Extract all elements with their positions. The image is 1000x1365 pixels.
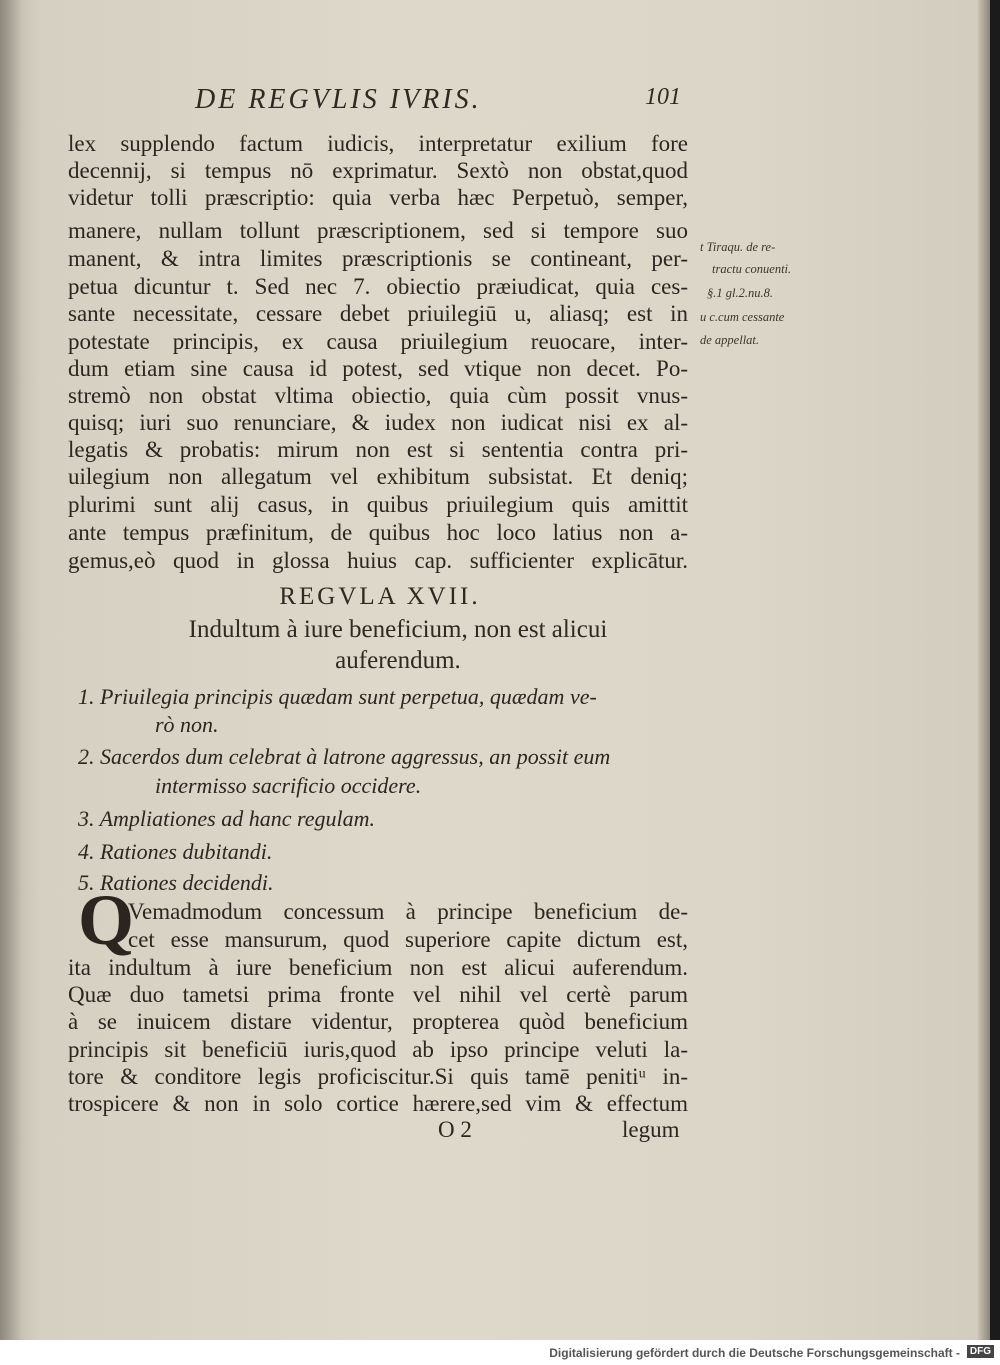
body-line: videtur tolli præscriptio: quia verba hæc Perpetuò, semper,	[68, 185, 688, 210]
rule-heading: REGVLA XVII.	[279, 583, 481, 610]
body-line: gemus,eò quod in glossa huius cap. sufficienter explicātur.	[68, 548, 688, 573]
body-line: Vemadmodum concessum à principe beneficium de-	[128, 899, 688, 924]
dfg-logo: DFG	[967, 1345, 994, 1358]
funding-text: Digitalisierung gefördert durch die Deutsche Forschungsgemeinschaft -	[549, 1346, 960, 1360]
body-line: uilegium non allegatum vel exhibitum subsistat. Et deniq;	[68, 464, 688, 489]
running-header: DE REGVLIS IVRIS.	[195, 84, 482, 115]
drop-cap: Q	[78, 880, 135, 960]
body-line: à se inuicem distare videntur, propterea quòd beneficium	[68, 1009, 688, 1034]
funding-banner	[0, 1340, 1000, 1365]
page-number: 101	[645, 84, 681, 110]
body-line: potestate principis, ex causa priuilegium reuocare, inter-	[68, 329, 688, 354]
body-line: quisq; iuri suo renunciare, & iudex non iudicat nisi ex al-	[68, 410, 688, 435]
catchword: legum	[622, 1117, 680, 1142]
body-line: ante tempus præfinitum, de quibus hoc loco latius non a-	[68, 520, 688, 545]
body-line: cet esse mansurum, quod superiore capite dictum est,	[128, 927, 688, 952]
summary-item: 4. Rationes dubitandi.	[78, 839, 273, 864]
body-line: lex supplendo factum iudicis, interpretatur exilium fore	[68, 131, 688, 156]
summary-item: 2. Sacerdos dum celebrat à latrone aggressus, an possit eum	[78, 744, 611, 769]
gutter-shadow	[0, 0, 22, 1340]
body-line: petua dicuntur t. Sed nec 7. obiectio præiudicat, quia ces-	[68, 274, 688, 299]
body-line: ita indultum à iure beneficium non est alicui auferendum.	[68, 955, 688, 980]
summary-item: 1. Priuilegia principis quædam sunt perpetua, quædam ve-	[78, 684, 597, 709]
summary-item: 5. Rationes decidendi.	[78, 870, 274, 895]
body-line: principis sit beneficiū iuris,quod ab ipso principe veluti la-	[68, 1037, 688, 1062]
margin-note: de appellat.	[700, 333, 760, 347]
margin-note: §.1 gl.2.nu.8.	[707, 286, 773, 300]
body-line: plurimi sunt alij casus, in quibus priuilegium quis amittit	[68, 492, 688, 517]
body-line: trospicere & non in solo cortice hærere,sed vim & effectum	[68, 1091, 688, 1116]
body-line: manent, & intra limites præscriptionis se contineant, per-	[68, 246, 688, 271]
body-line: Quæ duo tametsi prima fronte vel nihil vel certè parum	[68, 982, 688, 1007]
body-line: stremò non obstat vltima obiectio, quia cùm possit vnus-	[68, 383, 688, 408]
margin-note: tractu conuenti.	[712, 262, 792, 276]
summary-item: 3. Ampliationes ad hanc regulam.	[78, 806, 375, 831]
page-edge	[978, 0, 990, 1340]
summary-item-continued: intermisso sacrificio occidere.	[155, 773, 422, 798]
body-line: manere, nullam tollunt præscriptionem, sed si tempore suo	[68, 218, 688, 243]
margin-note: u c.cum cessante	[700, 310, 785, 324]
summary-item-continued: rò non.	[155, 712, 219, 737]
body-line: dum etiam sine causa id potest, sed vtique non decet. Po-	[68, 356, 688, 381]
rule-summary-line: auferendum.	[335, 647, 461, 674]
body-line: legatis & probatis: mirum non est si sententia contra pri-	[68, 437, 688, 462]
margin-note: t Tiraqu. de re-	[700, 240, 776, 254]
body-line: tore & conditore legis proficiscitur.Si quis tamē penitiᵘ in-	[68, 1064, 688, 1089]
body-line: sante necessitate, cessare debet priuilegiū u, aliasq; est in	[68, 301, 688, 326]
rule-summary-line: Indultum à iure beneficium, non est alicui	[188, 616, 608, 643]
signature-mark: O 2	[438, 1117, 472, 1142]
body-line: decennij, si tempus nō exprimatur. Sextò non obstat,quod	[68, 158, 688, 183]
